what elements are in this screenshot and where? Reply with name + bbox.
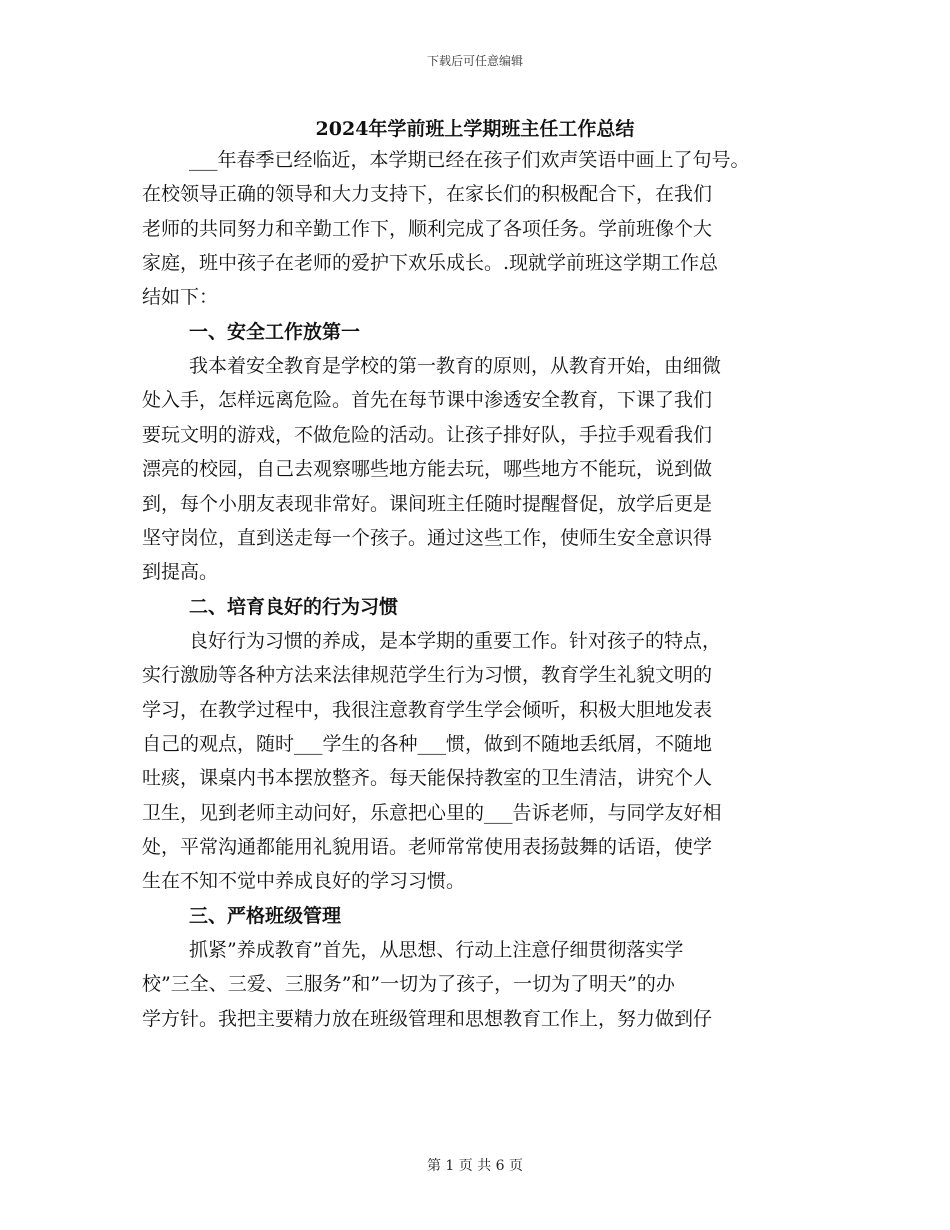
body-text-line: 到，每个小朋友表现非常好。课间班主任随时提醒督促，放学后更是 xyxy=(142,493,713,515)
body-text-line: 抓紧”养成教育”首先，从思想、行动上注意仔细贯彻落实学 xyxy=(189,939,684,961)
body-text-line: 处入手，怎样远离危险。首先在每节课中渗透安全教育，下课了我们 xyxy=(142,389,713,411)
body-text-line: 要玩文明的游戏，不做危险的活动。让孩子排好队，手拉手观看我们 xyxy=(142,424,713,446)
body-text-line: 吐痰，课桌内书本摆放整齐。每天能保持教室的卫生清洁，讲究个人 xyxy=(142,767,713,789)
body-text-line: 家庭，班中孩子在老师的爱护下欢乐成长。.现就学前班这学期工作总 xyxy=(142,252,719,274)
section-heading: 二、培育良好的行为习惯 xyxy=(189,596,399,618)
body-text-line: 学习，在教学过程中，我很注意教育学生学会倾听，积极大胆地发表 xyxy=(142,699,713,721)
body-text-line: 生在不知不觉中养成良好的学习习惯。 xyxy=(142,870,466,892)
page-header: 下载后可任意编辑 xyxy=(426,54,523,68)
body-text-line: 校”三全、三爱、三服务”和”一切为了孩子，一切为了明天”的办 xyxy=(142,973,675,995)
body-text-line: ___年春季已经临近，本学期已经在孩子们欢声笑语中画上了句号。 xyxy=(189,149,750,171)
body-text-line: 良好行为习惯的养成，是本学期的重要工作。针对孩子的特点， xyxy=(189,630,722,652)
body-text-line: 实行激励等各种方法来法律规范学生行为习惯，教育学生礼貌文明的 xyxy=(142,664,713,686)
body-text-line: 卫生，见到老师主动问好，乐意把心里的___告诉老师，与同学友好相 xyxy=(142,802,722,824)
body-text-line: 自己的观点，随时___学生的各种___惯，做到不随地丢纸屑，不随地 xyxy=(142,733,713,755)
body-text-line: 在校领导正确的领导和大力支持下，在家长们的积极配合下，在我们 xyxy=(142,183,713,205)
body-text-line: 结如下： xyxy=(142,286,219,308)
document-title: 2024年学前班上学期班主任工作总结 xyxy=(315,118,635,140)
body-text-line: 到提高。 xyxy=(142,561,219,583)
section-heading: 三、严格班级管理 xyxy=(189,905,342,927)
page-number: 第 1 页 共 6 页 xyxy=(426,1158,524,1174)
body-text-line: 老师的共同努力和辛勤工作下，顺利完成了各项任务。学前班像个大 xyxy=(142,218,713,240)
body-text-line: 处，平常沟通都能用礼貌用语。老师常常使用表扬鼓舞的话语，使学 xyxy=(142,836,713,858)
body-text-line: 漂亮的校园，自己去观察哪些地方能去玩，哪些地方不能玩，说到做 xyxy=(142,458,713,480)
section-heading: 一、安全工作放第一 xyxy=(189,321,361,343)
body-text-line: 坚守岗位，直到送走每一个孩子。通过这些工作，使师生安全意识得 xyxy=(142,527,713,549)
body-text-line: 我本着安全教育是学校的第一教育的原则，从教育开始，由细微 xyxy=(189,355,722,377)
body-text-line: 学方针。我把主要精力放在班级管理和思想教育工作上，努力做到仔 xyxy=(142,1008,713,1030)
